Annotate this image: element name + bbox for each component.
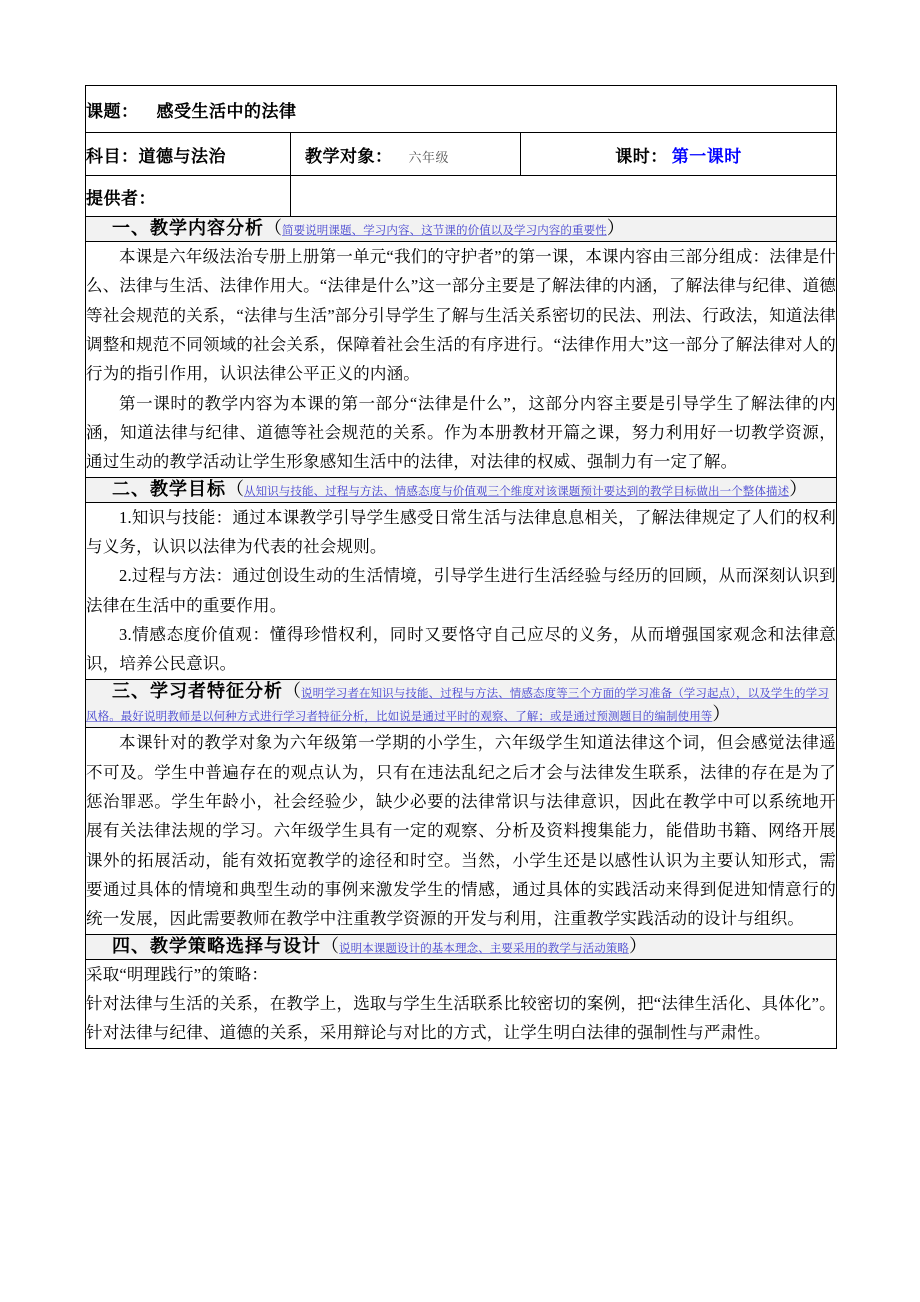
provider-label: 提供者： bbox=[86, 188, 156, 208]
paragraph: 针对法律与纪律、道德的关系，采用辩论与对比的方式，让学生明白法律的强制性与严肃性。 bbox=[86, 1023, 771, 1043]
section-body-1 bbox=[86, 241, 837, 477]
provider-value-cell bbox=[291, 176, 837, 217]
table-row-meta bbox=[86, 133, 837, 176]
paren-close-4: ） bbox=[629, 935, 647, 956]
section-note-3: 说明学习者在知识与技能、过程与方法、情感态度等三个方面的学习准备（学习起点），以及学生的学习风格。最好说明教师是以何种方式进行学习者特征分析，比如说是通过平时的观察、了解；或是通过预测题目的编制使用等 bbox=[86, 687, 829, 724]
paragraph: 本课针对的教学对象为六年级第一学期的小学生，六年级学生知道法律这个词，但会感觉法律遥不可及。学生中普遍存在的观点认为，只有在违法乱纪之后才会与法律发生联系，法律的存在是为了惩治罪恶。学生年龄小，社会经验少，缺少必要的法律常识与法律意识，因此在教学中可以系统地开展有关法律法规的学习。六年级学生具有一定的观察、分析及资料搜集能力，能借助书籍、网络开展课外的拓展活动，能有效拓宽教学的途径和时空。当然，小学生还是以感性认识为主要认知形式，需要通过具体的情境和典型生动的事例来激发学生的情感，通过具体的实践活动来得到促进知情意行的统一发展，因此需要教师在教学中注重教学资源的开发与利用，注重教学实践活动的设计与组织。 bbox=[86, 733, 836, 929]
paragraph: 本课是六年级法治专册上册第一单元“我们的守护者”的第一课，本课内容由三部分组成：法律是什么、法律与生活、法律作用大。“法律是什么”这一部分主要是了解法律的内涵，了解法律与纪律、道德等社会规范的关系，“法律与生活”部分引导学生了解与生活关系密切的民法、刑法、行政法，知道法律调整和规范不同领域的社会关系，保障着社会生活的有序进行。“法律作用大”这一部分了解法律对人的行为的指引作用，认识法律公平正义的内涵。 bbox=[86, 246, 836, 384]
paragraph: 1.知识与技能：通过本课教学引导学生感受日常生活与法律息息相关，了解法律规定了人们的权利与义务，认识以法律为代表的社会规则。 bbox=[86, 507, 836, 556]
section-body-2 bbox=[86, 502, 837, 679]
paragraph: 第一课时的教学内容为本课的第一部分“法律是什么”，这部分内容主要是引导学生了解法律的内涵，知道法律与纪律、道德等社会规范的关系。作为本册教材开篇之课，努力利用好一切教学资源，通过生动的教学活动让学生形象感知生活中的法律，对法律的权威、强制力有一定了解。 bbox=[86, 393, 836, 472]
section-header-row-4 bbox=[86, 934, 837, 959]
section-body-row-1 bbox=[86, 241, 837, 477]
audience-cell bbox=[291, 133, 521, 176]
topic-label: 课题： bbox=[86, 101, 139, 121]
paren-close-3: ） bbox=[712, 704, 731, 725]
section-body-4 bbox=[86, 959, 837, 1048]
topic-cell bbox=[86, 86, 837, 133]
section-header-4 bbox=[86, 934, 837, 959]
section-note-1: 简要说明课题、学习内容、这节课的价值以及学习内容的重要性 bbox=[282, 225, 607, 237]
section-header-2 bbox=[86, 477, 837, 502]
lesson-plan-table bbox=[85, 85, 837, 1049]
audience-label: 教学对象： bbox=[305, 146, 393, 166]
paragraph: 针对法律与生活的关系，在教学上，选取与学生生活联系比较密切的案例，把“法律生活化、具体化”。 bbox=[86, 993, 836, 1013]
section-heading-4: 四、教学策略选择与设计 bbox=[112, 935, 321, 956]
subject-cell bbox=[86, 133, 291, 176]
paragraph: 采取“明理践行”的策略： bbox=[86, 964, 269, 984]
section-header-row-1 bbox=[86, 217, 837, 242]
paragraph: 3.情感态度价值观：懂得珍惜权利，同时又要恪守自己应尽的义务，从而增强国家观念和法律意识，培养公民意识。 bbox=[86, 624, 836, 674]
period-value: 第一课时 bbox=[671, 146, 742, 166]
section-note-4: 说明本课题设计的基本理念、主要采用的教学与活动策略 bbox=[339, 942, 629, 955]
section-header-row-2 bbox=[86, 477, 837, 502]
paren-open-4: （ bbox=[321, 935, 339, 956]
section-heading-1: 一、教学内容分析 bbox=[112, 218, 264, 238]
paragraph: 2.过程与方法：通过创设生动的生活情境，引导学生进行生活经验与经历的回顾，从而深刻认识到法律在生活中的重要作用。 bbox=[86, 566, 836, 615]
section-header-row-3 bbox=[86, 679, 837, 728]
paren-open-3: （ bbox=[283, 680, 301, 701]
section-heading-2: 二、教学目标 bbox=[112, 478, 226, 499]
audience-value: 六年级 bbox=[408, 149, 450, 165]
section-body-row-3 bbox=[86, 728, 837, 935]
paren-close-1: ） bbox=[606, 218, 625, 238]
section-heading-3: 三、学习者特征分析 bbox=[112, 680, 283, 701]
paren-close-2: ） bbox=[789, 478, 808, 499]
topic-value: 感受生活中的法律 bbox=[156, 101, 297, 121]
table-row-topic bbox=[86, 86, 837, 133]
section-header-1 bbox=[86, 217, 837, 242]
section-header-3 bbox=[86, 679, 837, 728]
section-body-row-4 bbox=[86, 959, 837, 1048]
paren-open-1: （ bbox=[264, 218, 282, 238]
period-label: 课时： bbox=[615, 146, 668, 166]
subject-label: 科目：道德与法治 bbox=[86, 146, 226, 166]
section-body-row-2 bbox=[86, 502, 837, 679]
section-body-3 bbox=[86, 728, 837, 935]
paren-open-2: （ bbox=[226, 478, 244, 499]
section-note-2: 从知识与技能、过程与方法、情感态度与价值观三个维度对该课题预计要达到的教学目标做出一个整体描述 bbox=[244, 485, 790, 498]
provider-cell bbox=[86, 176, 291, 217]
table-row-provider bbox=[86, 176, 837, 217]
period-cell bbox=[521, 133, 837, 176]
